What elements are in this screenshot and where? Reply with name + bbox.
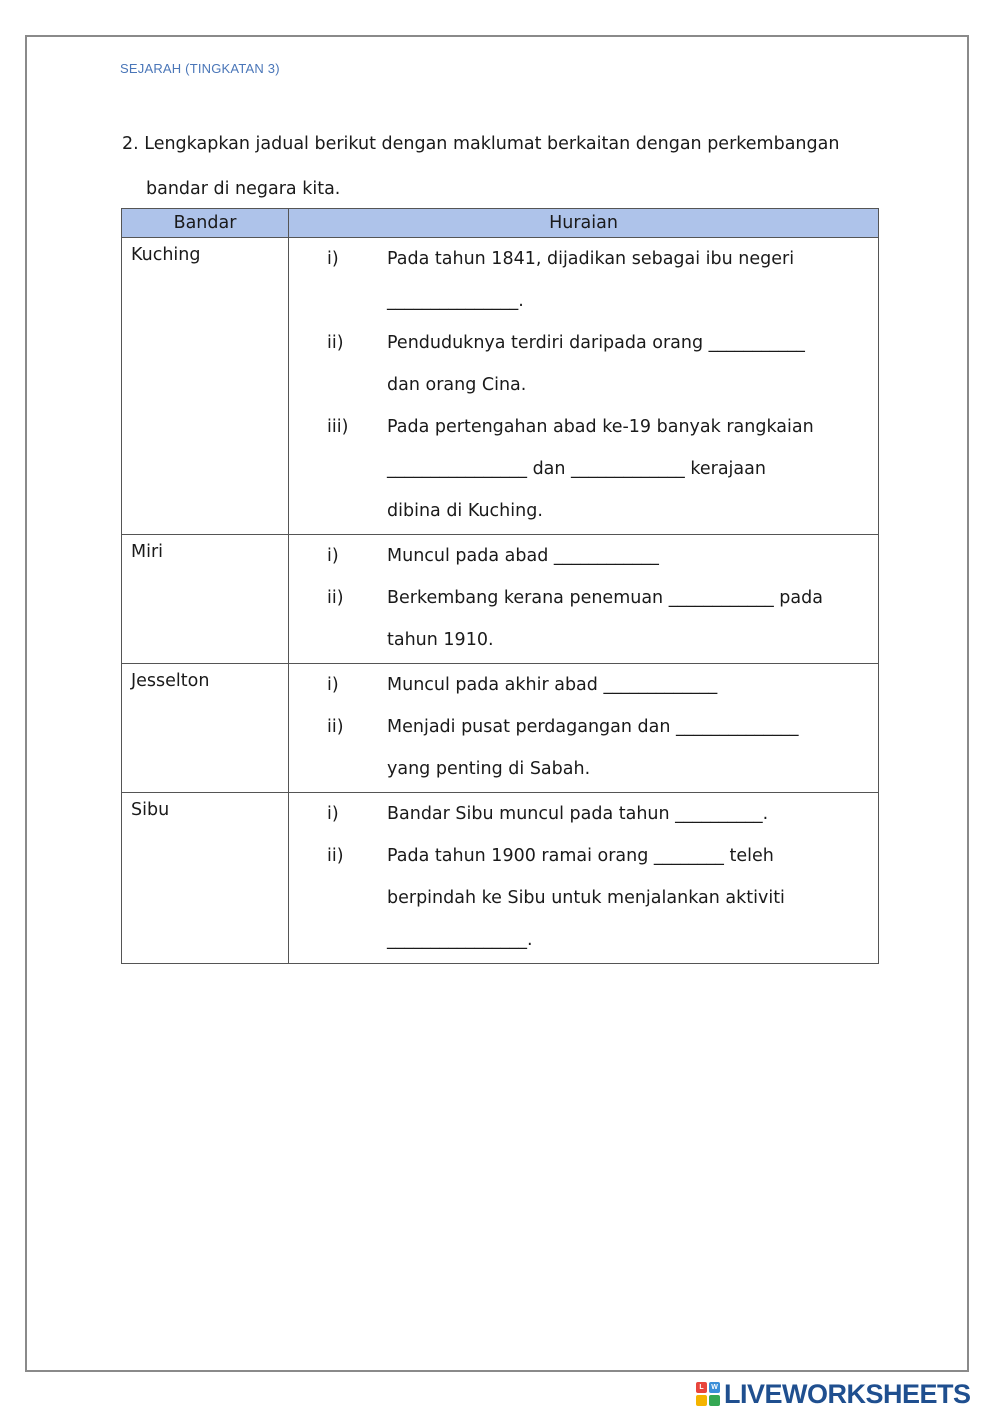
item-number: ii) [327, 588, 344, 608]
description-cell [289, 238, 879, 535]
logo-square [709, 1395, 720, 1406]
town-name: Sibu [131, 800, 170, 820]
description-items [289, 664, 878, 792]
item-number: ii) [327, 717, 344, 737]
description-items [289, 238, 878, 534]
logo-square: L [696, 1382, 707, 1393]
column-header-huraian: Huraian [289, 209, 879, 238]
description-item [289, 835, 878, 961]
logo-square: W [709, 1382, 720, 1393]
page-header: SEJARAH (TINGKATAN 3) [120, 61, 280, 76]
item-text-line: _______________. [387, 291, 524, 311]
item-text-line: ________________ dan _____________ kerajaan [387, 459, 766, 479]
logo-square [696, 1395, 707, 1406]
item-text-line: dibina di Kuching. [387, 501, 543, 521]
item-text [387, 577, 867, 661]
town-cell [122, 238, 289, 535]
item-text-line: Pada pertengahan abad ke-19 banyak rangkaian [387, 417, 814, 437]
item-text [387, 535, 867, 577]
item-text [387, 835, 867, 961]
logo-text: LIVEWORKSHEETS [724, 1378, 971, 1409]
item-text [387, 706, 867, 790]
description-items [289, 535, 878, 663]
logo-icon [696, 1382, 720, 1406]
description-cell [289, 793, 879, 964]
town-name: Miri [131, 542, 164, 562]
description-item [289, 664, 878, 706]
description-cell [289, 664, 879, 793]
table-header-row [122, 209, 879, 238]
liveworksheets-logo [696, 1378, 971, 1410]
table-row [122, 535, 879, 664]
table-body [122, 238, 879, 964]
item-number: i) [327, 675, 339, 695]
item-text-line: berpindah ke Sibu untuk menjalankan aktiviti [387, 888, 785, 908]
town-cell [122, 793, 289, 964]
column-header-bandar: Bandar [122, 209, 289, 238]
town-name: Kuching [131, 245, 201, 265]
question-line-2: bandar di negara kita. [146, 179, 341, 199]
item-number: ii) [327, 846, 344, 866]
town-name: Jesselton [131, 671, 210, 691]
item-number: i) [327, 546, 339, 566]
description-cell [289, 535, 879, 664]
question-prompt [122, 122, 882, 212]
item-number: i) [327, 804, 339, 824]
question-line-1: 2. Lengkapkan jadual berikut dengan maklumat berkaitan dengan perkembangan [122, 134, 840, 154]
item-text-line: Pada tahun 1841, dijadikan sebagai ibu negeri [387, 249, 795, 269]
description-item [289, 322, 878, 406]
description-item [289, 577, 878, 661]
worksheet-table [121, 208, 879, 964]
description-item [289, 793, 878, 835]
description-item [289, 706, 878, 790]
item-number: iii) [327, 417, 349, 437]
item-text-line: Pada tahun 1900 ramai orang ________ teleh [387, 846, 774, 866]
town-cell [122, 664, 289, 793]
item-text-line: Berkembang kerana penemuan ____________ pada [387, 588, 823, 608]
table-row [122, 793, 879, 964]
item-number: i) [327, 249, 339, 269]
table-row [122, 238, 879, 535]
item-text-line: ________________. [387, 930, 533, 950]
item-text-line: Muncul pada abad ____________ [387, 546, 659, 566]
description-item [289, 238, 878, 322]
town-cell [122, 535, 289, 664]
item-text [387, 664, 867, 706]
description-item [289, 406, 878, 532]
item-text-line: Menjadi pusat perdagangan dan ______________ [387, 717, 799, 737]
item-text-line: Bandar Sibu muncul pada tahun __________. [387, 804, 769, 824]
item-text [387, 322, 867, 406]
item-text-line: Penduduknya terdiri daripada orang ___________ [387, 333, 805, 353]
item-text [387, 793, 867, 835]
item-text-line: dan orang Cina. [387, 375, 527, 395]
item-text-line: Muncul pada akhir abad _____________ [387, 675, 718, 695]
description-item [289, 535, 878, 577]
table-row [122, 664, 879, 793]
description-items [289, 793, 878, 963]
item-text-line: yang penting di Sabah. [387, 759, 591, 779]
item-text [387, 238, 867, 322]
item-text [387, 406, 867, 532]
item-text-line: tahun 1910. [387, 630, 494, 650]
item-number: ii) [327, 333, 344, 353]
